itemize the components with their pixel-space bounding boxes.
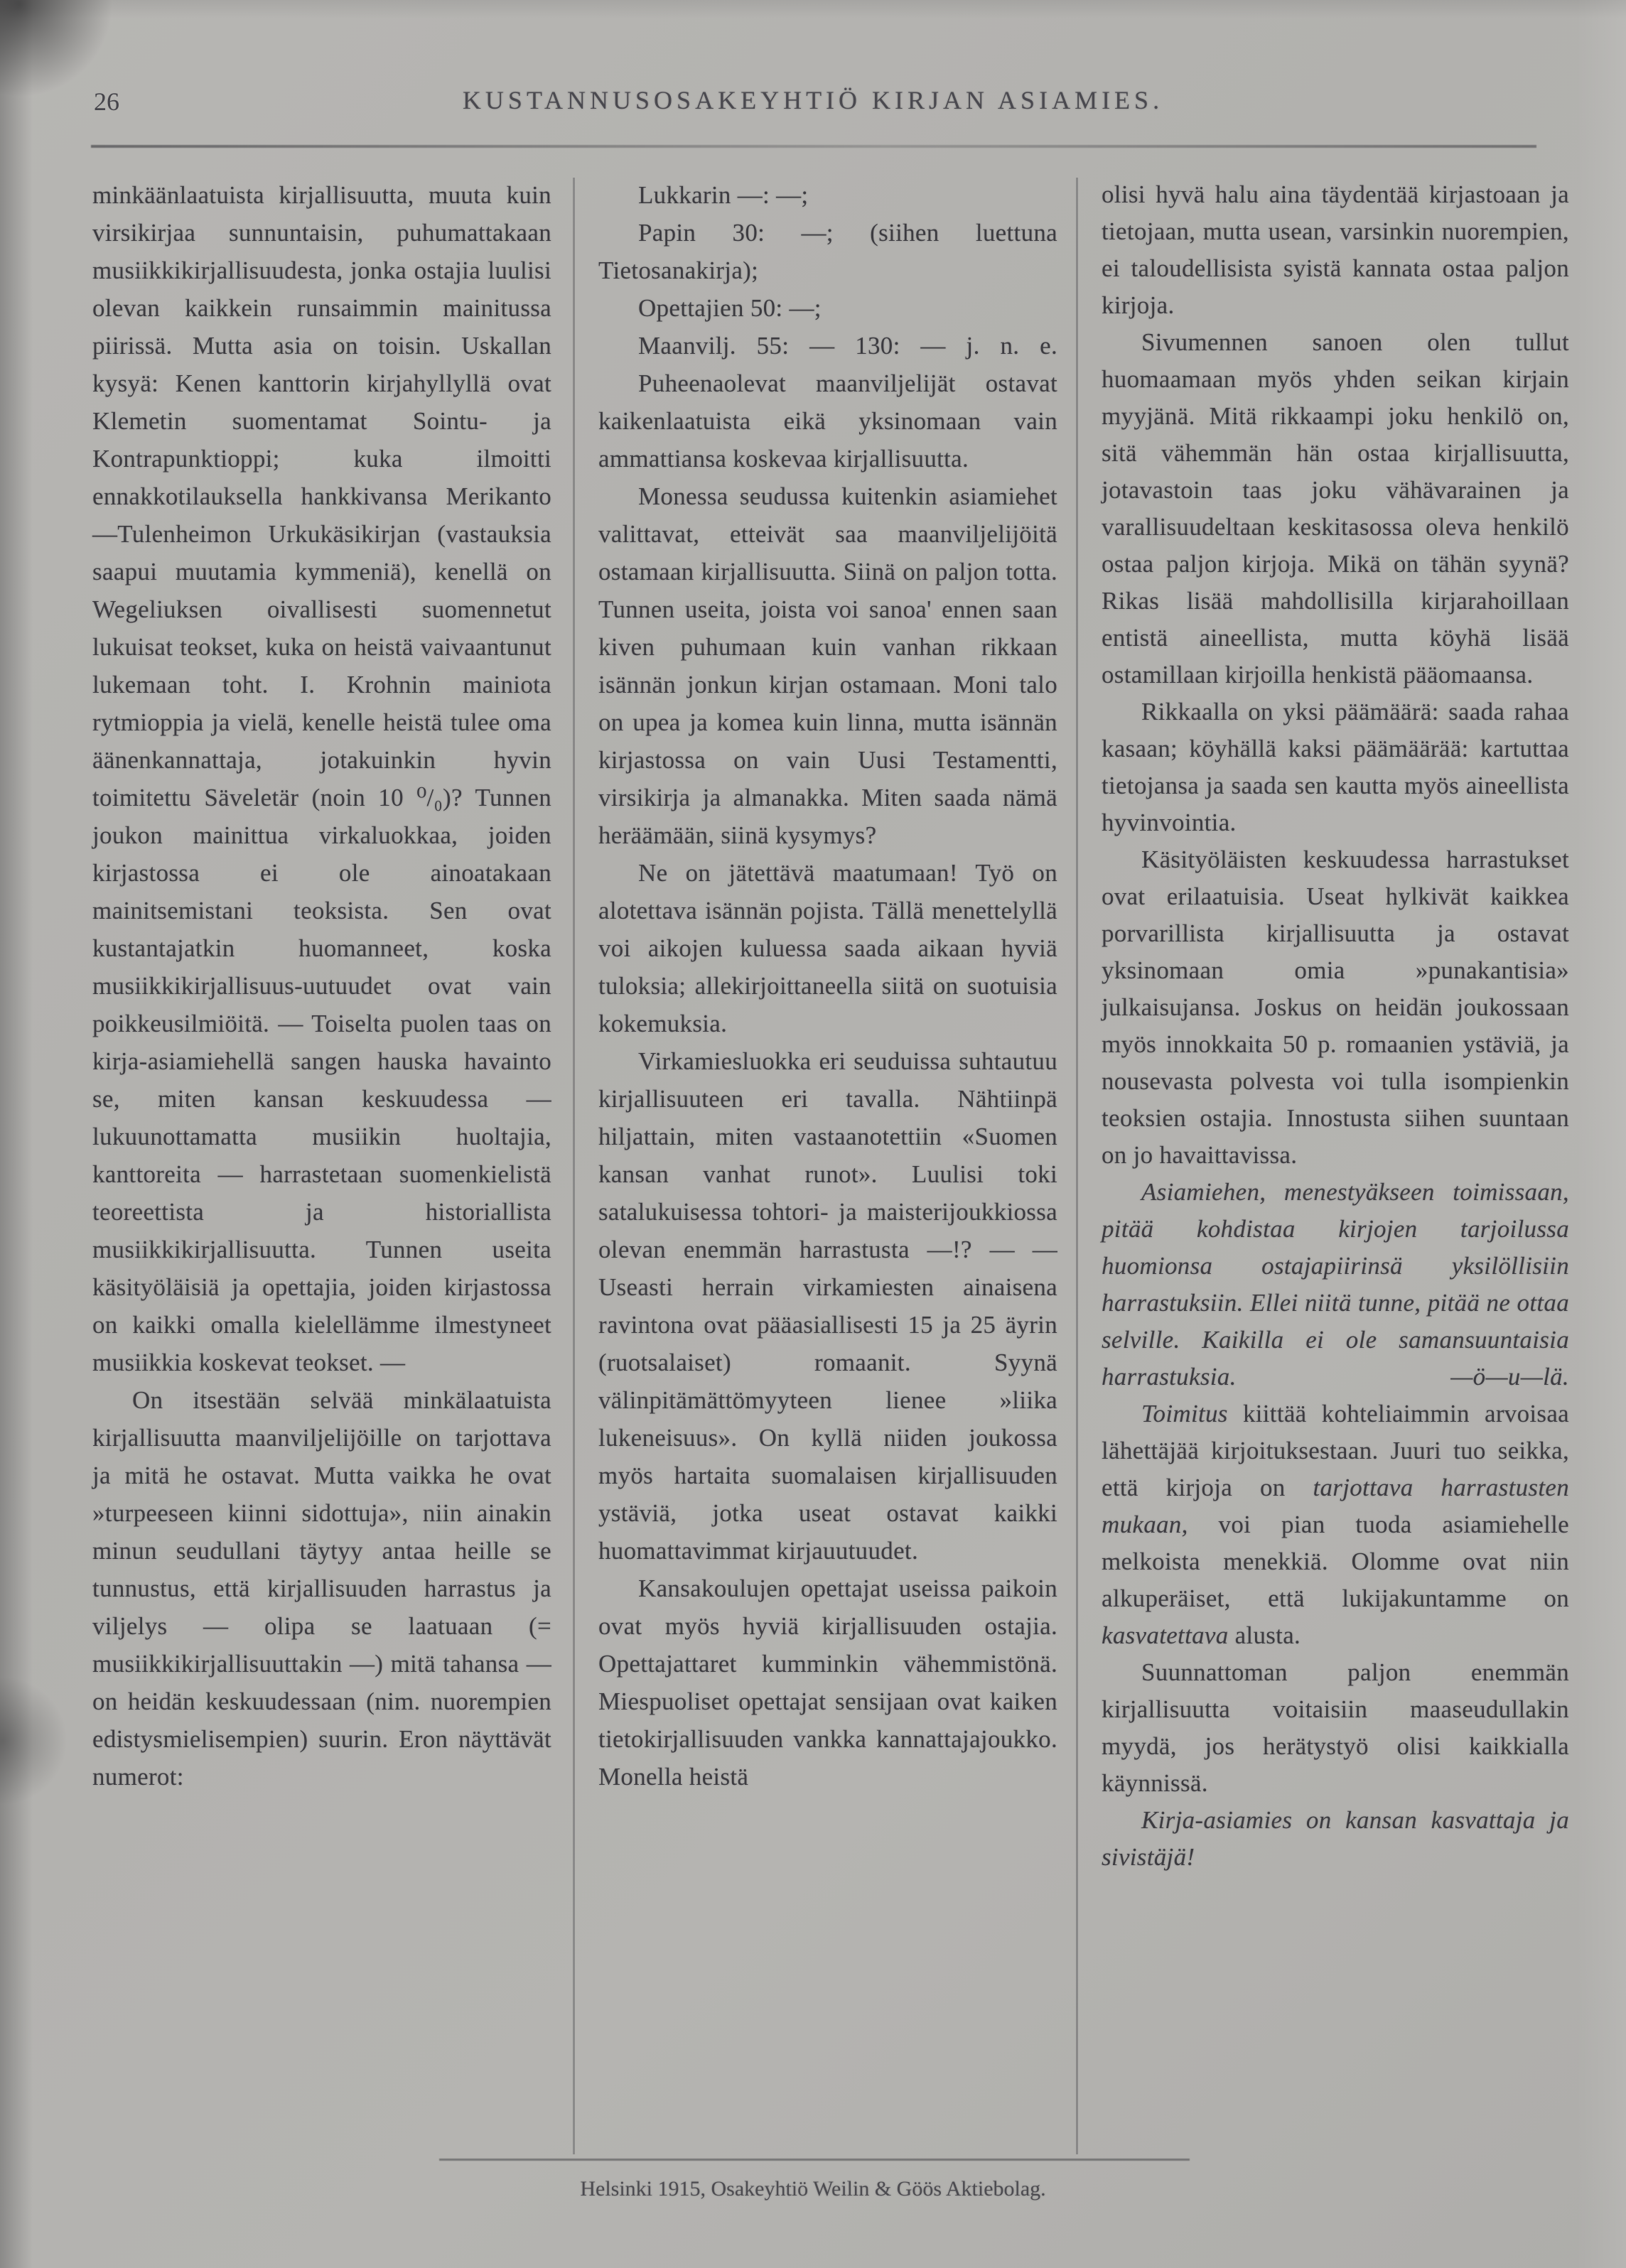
column-divider-2 xyxy=(1076,178,1078,2154)
paragraph xyxy=(598,289,1057,327)
text-run: Lukkarin —: —; xyxy=(638,181,809,209)
italic-text-run: kasvatettava xyxy=(1102,1621,1229,1649)
paragraph xyxy=(1102,693,1569,841)
text-column-3 xyxy=(1102,176,1569,1876)
text-run: kiittää kohteliaimmin arvoisaa lähettäjää kirjoituksestaan. Juuri tuo seikka, että kirjoja on xyxy=(1102,1400,1569,1501)
paragraph xyxy=(1102,1174,1569,1395)
paragraph xyxy=(598,1570,1057,1796)
text-run: On itsestään selvää minkälaatuista kirjallisuutta maanviljelijöille on tarjottava ja mitä he ostavat. Mutta vaikka he ovat »turpeeseen kiinni sidottuja», niin ainakin minun seudullani täytyy antaa heille se tunnustus, että kirjallisuuden harrastus ja viljelys — olipa se laatuaan (= musiikkikirjallisuuttakin —) mitä tahansa — on heidän keskuudessaan (nim. nuorempien edistysmielisempien) suurin. Eron näyttävät numerot: xyxy=(92,1386,551,1791)
paragraph xyxy=(1102,176,1569,324)
paragraph xyxy=(598,327,1057,364)
text-run: Rikkaalla on yksi päämäärä: saada rahaa kasaan; köyhällä kaksi päämäärää: kartuttaa tietojansa ja saada sen kautta myös aineellista hyvinvointia. xyxy=(1102,698,1569,836)
text-run: voi pian tuoda asiamiehelle melkoista menekkiä. Olomme ovat niin alkuperäiset, että lukijakuntamme on xyxy=(1102,1511,1569,1612)
paragraph xyxy=(92,176,551,1381)
text-run: alusta. xyxy=(1228,1621,1301,1649)
italic-text-run: Asiamiehen, menestyäkseen toimissaan, pitää kohdistaa kirjojen tarjoilussa huomionsa ostajapiirinsä yksilöllisiin harrastuksiin. Ellei niitä tunne, pitää ne ottaa selville. Kaikilla ei ole samansuuntaisia harrastuksia. xyxy=(1102,1178,1569,1390)
paragraph xyxy=(598,854,1057,1042)
paragraph xyxy=(598,477,1057,854)
text-run: Sivumennen sanoen olen tullut huomaamaan myös yhden seikan kirjain myyjänä. Mitä rikkaampi joku henkilö on, sitä vähemmän hän ostaa kirjallisuutta, jotavastoin taas joku vähävarainen ja varallisuudeltaan keskitasossa oleva henkilö ostaa paljon kirjoja. Mikä on tähän syynä? Rikas lisää mahdollisilla kirjarahoillaan entistä aineellista, mutta köyhä lisää ostamillaan kirjoilla henkistä pääomaansa. xyxy=(1102,328,1569,688)
paragraph xyxy=(1102,1395,1569,1654)
text-run: Opettajien 50: —; xyxy=(638,294,822,322)
running-header-title: KUSTANNUSOSAKEYHTIÖ KIRJAN ASIAMIES. xyxy=(462,86,1164,114)
text-run: Virkamiesluokka eri seuduissa suhtautuu kirjallisuuteen eri tavalla. Nähtiinpä hiljattain, miten vastaanotettiin «Suomen kansan vanhat runot». Luulisi toki satalukuisessa tohtori- ja maisterijoukkiossa olevan enemmän harrastusta —!? — — Useasti herrain virkamiesten ainaisena ravintona ovat pääasiallisesti 15 ja 25 äyrin (ruotsalaiset) romaanit. Syynä välinpitämättömyyteen lienee »liika lukeneisuus». On kyllä niiden joukossa myös hartaita suomalaisen kirjallisuuden ystäviä, jotka useat ostavat kaikki huomattavimmat kirjauutuudet. xyxy=(598,1047,1057,1565)
italic-text-run: tarjottava harrastusten mukaan, xyxy=(1102,1474,1569,1538)
text-run: Kansakoulujen opettajat useissa paikoin ovat myös hyviä kirjallisuuden ostajia. Opettajattaret kumminkin vähemmistönä. Miespuoliset opettajat sensijaan ovat kaiken tietokirjallisuuden vankka kannattajajoukko. Monella heistä xyxy=(598,1575,1057,1791)
text-run: Käsityöläisten keskuudessa harrastukset ovat erilaatuisia. Useat hylkivät kaikkea porvarillista kirjallisuutta ja ostavat yksinomaan omia »punakantisia» julkaisujansa. Joskus on heidän joukossaan myös innokkaita 50 p. romaanien ystäviä, ja nousevasta polvesta voi tulla isompienkin teoksien ostajia. Innostusta siihen suuntaan on jo havaittavissa. xyxy=(1102,846,1569,1169)
paragraph xyxy=(92,1381,551,1796)
text-column-1 xyxy=(92,176,551,1796)
paragraph xyxy=(1102,1654,1569,1802)
text-run: Maanvilj. 55: — 130: — j. n. e. xyxy=(638,332,1057,360)
text-run: Ne on jätettävä maatumaan! Työ on alotettava isännän pojista. Tällä menettelyllä voi aikojen kuluessa saada aikaan hyviä tuloksia; allekirjoittaneella siitä on suotuisia kokemuksia. xyxy=(598,859,1057,1037)
text-run: olisi hyvä halu aina täydentää kirjastoaan ja tietojaan, mutta usean, varsinkin nuorempien, ei taloudellisista syistä kannata ostaa paljon kirjoja. xyxy=(1102,180,1569,319)
paragraph xyxy=(1102,841,1569,1174)
footer-rule xyxy=(439,2159,1190,2161)
italic-text-run: Kirja-asiamies on kansan kasvattaja ja sivistäjä! xyxy=(1102,1806,1569,1871)
column-divider-1 xyxy=(573,178,575,2154)
imprint-line: Helsinki 1915, Osakeyhtiö Weilin & Göös Aktiebolag. xyxy=(580,2177,1046,2200)
paragraph xyxy=(1102,324,1569,693)
paragraph xyxy=(598,176,1057,214)
paragraph xyxy=(598,1042,1057,1570)
paragraph xyxy=(598,364,1057,477)
paragraph xyxy=(598,214,1057,289)
text-run: Papin 30: —; (siihen luettuna Tietosanakirja); xyxy=(598,219,1057,284)
text-column-2 xyxy=(598,176,1057,1796)
page-number: 26 xyxy=(94,87,119,116)
text-run: minkäänlaatuista kirjallisuutta, muuta kuin virsikirjaa sunnuntaisin, puhumattakaan musiikkikirjallisuudesta, jonka ostajia luulisi olevan kaikkein runsaimmin mainitussa piirissä. Mutta asia on toisin. Uskallan kysyä: Kenen kanttorin kirjahyllyllä ovat Klemetin suomentamat Sointu- ja Kontrapunktioppi; kuka ilmoitti ennakkotilauksella hankkivansa Merikanto—Tulenheimon Urkukäsikirjan (vastauksia saapui muutamia kymmeniä), kenellä on Wegeliuksen oivallisesti suomennetut lukuisat teokset, kuka on heistä vaivaantunut lukemaan toht. I. Krohnin mainiota rytmioppia ja vielä, kenelle heistä tulee oma äänenkannattaja, jotakuinkin hyvin toimitettu Säveletär (noin 10 ⁰/₀)? Tunnen joukon mainittua virkaluokkaa, joiden kirjastossa ei ole ainoatakaan mainitsemistani teoksista. Sen ovat kustantajatkin huomanneet, koska musiikkikirjallisuus-uutuudet ovat vain poikkeusilmiöitä. — Toiselta puolen taas on kirja-asiamiehellä sangen hauska havainto se, miten kansan keskuudessa — lukuunottamatta musiikin huoltajia, kanttoreita — harrastetaan suomenkielistä teoreettista ja historiallista musiikkikirjallisuutta. Tunnen useita käsityöläisiä ja opettajia, joiden kirjastossa on kaikki omalla kielellämme ilmestyneet musiikkia koskevat teokset. — xyxy=(92,181,551,1376)
text-run: Monessa seudussa kuitenkin asiamiehet valittavat, etteivät saa maanviljelijöitä ostamaan kirjallisuutta. Siinä on paljon totta. Tunnen useita, joista voi sanoa' ennen saan kiven puhumaan kuin vanhan rikkaan isännän jonkun kirjan ostamaan. Moni talo on upea ja komea kuin linna, mutta isännän kirjastossa on vain Uusi Testamentti, virsikirja ja almanakka. Miten saada nämä heräämään, siinä kysymys? xyxy=(598,482,1057,849)
text-run: Puheenaolevat maanviljelijät ostavat kaikenlaatuista eikä yksinomaan vain ammattiansa koskevaa kirjallisuutta. xyxy=(598,369,1057,472)
header-rule xyxy=(91,145,1536,148)
text-run: Suunnattoman paljon enemmän kirjallisuutta voitaisiin maaseudullakin myydä, jos herätystyö olisi kaikkialla käynnissä. xyxy=(1102,1658,1569,1797)
italic-text-run: Toimitus xyxy=(1141,1400,1228,1427)
author-signature: —ö—u—lä. xyxy=(1450,1363,1569,1390)
paragraph xyxy=(1102,1802,1569,1876)
